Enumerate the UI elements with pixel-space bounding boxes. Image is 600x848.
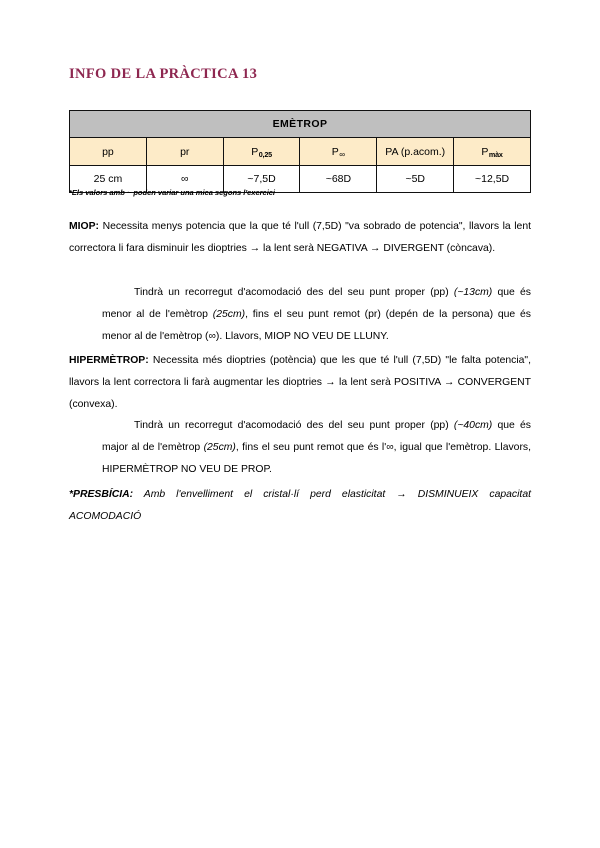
value-pmax: ~12,5D — [454, 166, 531, 193]
table-footnote: *Els valors amb ~ poden variar una mica segons l'exercici — [69, 188, 275, 197]
hipermetrop-detail-part1: Tindrà un recorregut d'acomodació des del seu punt proper (pp) — [134, 420, 454, 431]
column-header-p025-subscript: 0,25 — [258, 150, 272, 159]
column-header-pa-label: PA (p.acom.) — [385, 145, 446, 158]
miop-detail-emphasis-pp: (~13cm) — [453, 287, 493, 298]
emetrop-table — [69, 110, 531, 193]
miop-detail-part1: Tindrà un recorregut d'acomodació des del seu punt proper (pp) — [134, 287, 454, 298]
hipermetrop-detail-part3: , fins el seu punt remot que és l'∞, igual que l'emètrop. Llavors, HIPERMÈTROP NO VEU DE PROP. — [102, 442, 531, 475]
page-title: INFO DE LA PRÀCTICA 13 — [69, 66, 258, 82]
column-header-pp — [70, 138, 147, 166]
emetrop-table-container — [69, 110, 531, 193]
hipermetrop-detail-emphasis-pp: (~40cm) — [453, 420, 493, 431]
column-header-pa — [377, 138, 454, 166]
paragraph-hipermetrop — [69, 350, 531, 416]
hipermetrop-detail-emphasis-emetrop: (25cm) — [203, 442, 236, 453]
value-pa: ~5D — [377, 166, 454, 193]
miop-label: MIOP: — [69, 221, 100, 232]
paragraph-miop-detail — [102, 282, 531, 348]
presbicia-label: *PRESBÍCIA: — [69, 489, 134, 500]
value-pr: ∞ — [146, 166, 223, 193]
column-header-pp-label: pp — [102, 145, 114, 158]
table-title-cell: EMÈTROP — [70, 111, 531, 138]
column-header-pinf — [300, 138, 377, 166]
column-header-pmax — [454, 138, 531, 166]
table-header-row — [70, 111, 531, 138]
value-p025: ~7,5D — [223, 166, 300, 193]
miop-detail-emphasis-emetrop: (25cm) — [212, 309, 246, 320]
value-pp: 25 cm — [70, 166, 147, 193]
hipermetrop-text: Necessita més dioptries (potència) que les que té l'ull (7,5D) "le falta potencia", llavors la lent correctora li farà augmentar les dioptries → la lent serà POSITIVA → CONVERGENT (convexa). — [69, 355, 531, 410]
column-header-pr — [146, 138, 223, 166]
paragraph-hipermetrop-detail — [102, 415, 531, 481]
hipermetrop-detail-part2: que és major al de l'emètrop — [102, 420, 531, 453]
presbicia-text: Amb l'envelliment el cristal·lí perd elasticitat → DISMINUEIX capacitat ACOMODACIÓ — [69, 489, 531, 522]
column-header-pr-label: pr — [180, 145, 190, 158]
column-header-pinf-label: P — [331, 145, 340, 158]
miop-detail-part2: que és menor al de l'emètrop — [102, 287, 531, 320]
column-header-p025 — [223, 138, 300, 166]
column-header-p025-label: P — [251, 145, 259, 158]
hipermetrop-label: HIPERMÈTROP: — [69, 355, 149, 366]
column-header-pmax-subscript: màx — [488, 150, 503, 159]
column-header-pinf-subscript: ∞ — [339, 149, 346, 159]
paragraph-presbicia — [69, 484, 531, 528]
value-pinf: ~68D — [300, 166, 377, 193]
miop-detail-part3: , fins el seu punt remot (pr) (depén de la persona) que és menor al de l'emètrop (∞). Llavors, MIOP NO VEU DE LLUNY. — [102, 309, 531, 342]
column-header-pmax-label: P — [481, 145, 489, 158]
table-column-header-row — [70, 138, 531, 166]
miop-text: Necessita menys potencia que la que té l'ull (7,5D) "va sobrado de potencia", llavors la lent correctora li fara disminuir les dioptries → la lent serà NEGATIVA → DIVERGENT (còncava). — [69, 221, 531, 254]
paragraph-miop — [69, 216, 531, 260]
